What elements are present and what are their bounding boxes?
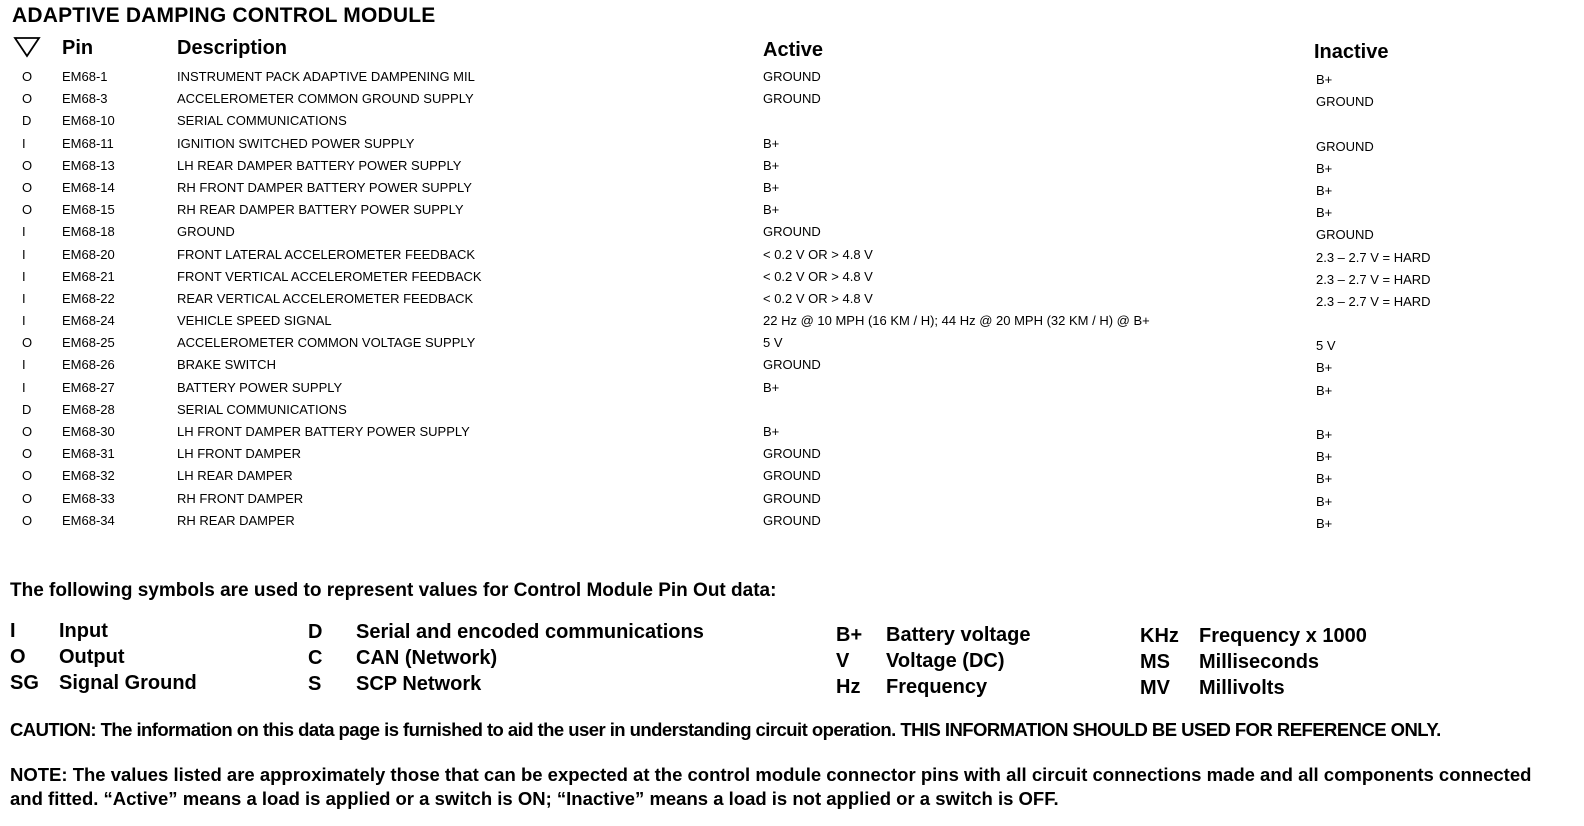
pin-cell: EM68-10 — [62, 113, 115, 129]
table-row — [0, 201, 1584, 223]
active-value-cell: B+ — [763, 157, 780, 173]
inactive-value-cell: B+ — [1316, 382, 1333, 398]
pin-cell: EM68-28 — [62, 401, 115, 417]
legend-meaning: Input — [59, 620, 108, 642]
description-cell: RH FRONT DAMPER BATTERY POWER SUPPLY — [177, 179, 472, 195]
table-row — [0, 512, 1584, 534]
legend-symbol: S — [308, 673, 322, 695]
pin-cell: EM68-11 — [62, 135, 114, 151]
description-cell: FRONT VERTICAL ACCELEROMETER FEEDBACK — [177, 268, 482, 284]
legend-meaning: CAN (Network) — [356, 647, 498, 669]
legend-meaning: Serial and encoded communications — [356, 621, 704, 643]
legend-symbol: V — [836, 650, 850, 672]
inactive-value-cell: B+ — [1316, 72, 1333, 87]
page-title: ADAPTIVE DAMPING CONTROL MODULE — [12, 4, 436, 27]
legend-item — [308, 647, 808, 673]
active-value-cell: < 0.2 V OR > 4.8 V — [763, 290, 873, 306]
description-cell: RH FRONT DAMPER — [177, 490, 304, 506]
inactive-value-cell: GROUND — [1316, 227, 1374, 243]
legend-symbol: C — [308, 647, 323, 669]
legend-column-3 — [836, 624, 1116, 704]
legend-item — [836, 676, 1116, 702]
inactive-value-cell: B+ — [1316, 449, 1333, 465]
legend-intro: The following symbols are used to represent values for Control Module Pin Out data: — [10, 580, 777, 601]
legend-item — [308, 673, 808, 699]
io-type-cell: I — [22, 224, 26, 240]
legend-symbol: KHz — [1140, 625, 1179, 647]
table-row — [0, 90, 1584, 112]
io-type-cell: I — [22, 135, 26, 151]
legend-meaning: Milliseconds — [1199, 651, 1320, 673]
table-row — [0, 135, 1584, 157]
description-cell: ACCELEROMETER COMMON VOLTAGE SUPPLY — [177, 335, 476, 351]
legend-item — [10, 646, 300, 672]
legend-column-1 — [10, 620, 300, 700]
table-row — [0, 112, 1584, 134]
legend-meaning: Output — [59, 646, 125, 668]
io-type-cell: O — [22, 512, 33, 528]
legend-meaning: Frequency — [886, 676, 988, 698]
inactive-value-cell: B+ — [1316, 471, 1333, 487]
description-cell: RH REAR DAMPER — [177, 512, 295, 528]
active-value-cell: B+ — [763, 135, 780, 151]
io-type-cell: I — [22, 357, 26, 373]
inactive-value-cell: B+ — [1316, 182, 1333, 198]
table-row — [0, 68, 1584, 90]
legend-meaning: Voltage (DC) — [886, 650, 1005, 672]
pin-cell: EM68-21 — [62, 268, 115, 284]
table-row — [0, 157, 1584, 179]
legend-symbol: MS — [1140, 651, 1170, 673]
inactive-value-cell: GROUND — [1316, 94, 1374, 110]
io-type-cell: I — [22, 268, 26, 284]
active-value-cell: B+ — [763, 202, 780, 218]
pin-cell: EM68-26 — [62, 357, 115, 373]
io-type-cell: D — [22, 401, 32, 417]
io-type-cell: I — [22, 379, 26, 395]
description-cell: BATTERY POWER SUPPLY — [177, 379, 343, 395]
description-cell: LH FRONT DAMPER BATTERY POWER SUPPLY — [177, 424, 470, 439]
legend-symbol: O — [10, 646, 26, 668]
legend-symbol: D — [308, 621, 323, 643]
active-value-cell: GROUND — [763, 69, 821, 84]
inactive-value-cell: B+ — [1316, 427, 1333, 442]
description-cell: INSTRUMENT PACK ADAPTIVE DAMPENING MIL — [177, 69, 475, 84]
active-value-cell: B+ — [763, 179, 780, 195]
pin-cell: EM68-33 — [62, 490, 115, 506]
pin-cell: EM68-30 — [62, 424, 115, 439]
active-value-cell: 5 V — [763, 335, 783, 351]
io-type-cell: O — [22, 157, 33, 173]
io-type-cell: O — [22, 91, 33, 107]
legend-meaning: Signal Ground — [59, 672, 197, 694]
legend-item — [1140, 677, 1440, 703]
header-active: Active — [763, 39, 824, 61]
legend-column-2 — [308, 621, 808, 701]
active-value-cell: GROUND — [763, 91, 821, 107]
table-row — [0, 445, 1584, 467]
pin-cell: EM68-15 — [62, 202, 115, 218]
pin-cell: EM68-27 — [62, 379, 115, 395]
active-value-cell: GROUND — [763, 357, 821, 373]
table-row — [0, 379, 1584, 401]
inactive-value-cell: B+ — [1316, 493, 1333, 509]
description-cell: RH REAR DAMPER BATTERY POWER SUPPLY — [177, 202, 464, 218]
io-type-cell: O — [22, 468, 33, 484]
table-row — [0, 268, 1584, 290]
description-cell: LH FRONT DAMPER — [177, 446, 301, 462]
caution-text: CAUTION: The information on this data page is furnished to aid the user in understanding circuit operation. THIS INFORMATION SHOULD BE USED FOR REFERENCE ONLY. — [10, 719, 1441, 740]
header-pin: Pin — [62, 37, 94, 59]
legend-symbol: I — [10, 620, 16, 642]
io-type-cell: O — [22, 424, 33, 439]
header-description: Description — [177, 37, 288, 59]
legend-item — [1140, 625, 1440, 651]
active-value-cell: GROUND — [763, 512, 821, 528]
legend-item — [836, 650, 1116, 676]
legend-item — [836, 624, 1116, 650]
pin-cell: EM68-13 — [62, 157, 115, 173]
io-type-cell: O — [22, 446, 33, 462]
legend-meaning: Battery voltage — [886, 624, 1031, 646]
legend-symbol: Hz — [836, 676, 861, 698]
pin-cell: EM68-31 — [62, 446, 115, 462]
pin-cell: EM68-14 — [62, 179, 115, 195]
description-cell: BRAKE SWITCH — [177, 357, 276, 373]
io-type-cell: I — [22, 246, 26, 262]
pin-cell: EM68-3 — [62, 91, 108, 107]
active-value-cell: < 0.2 V OR > 4.8 V — [763, 246, 873, 262]
io-type-cell: O — [22, 179, 33, 195]
table-row — [0, 246, 1584, 268]
pin-cell: EM68-22 — [62, 290, 115, 306]
legend-meaning: Millivolts — [1199, 677, 1285, 699]
io-type-cell: O — [22, 202, 33, 218]
active-value-cell: < 0.2 V OR > 4.8 V — [763, 268, 873, 284]
pin-cell: EM68-20 — [62, 246, 115, 262]
io-type-cell: O — [22, 335, 33, 351]
io-type-cell: O — [22, 69, 33, 84]
active-value-cell: GROUND — [763, 468, 821, 484]
pin-cell: EM68-18 — [62, 224, 115, 240]
active-value-cell: GROUND — [763, 446, 821, 462]
io-type-cell: I — [22, 313, 26, 329]
inactive-value-cell: B+ — [1316, 205, 1333, 221]
down-triangle-icon — [13, 36, 41, 58]
table-row — [0, 490, 1584, 512]
pin-cell: EM68-34 — [62, 512, 115, 528]
legend-column-4 — [1140, 625, 1440, 705]
description-cell: GROUND — [177, 224, 235, 240]
active-value-cell: GROUND — [763, 490, 821, 506]
legend-meaning: SCP Network — [356, 673, 482, 695]
active-value-cell: B+ — [763, 424, 780, 439]
legend-item — [10, 620, 300, 646]
io-type-cell: D — [22, 113, 32, 129]
inactive-value-cell: B+ — [1316, 515, 1333, 531]
table-row — [0, 312, 1584, 334]
table-row — [0, 401, 1584, 423]
pin-cell: EM68-24 — [62, 313, 115, 329]
inactive-value-cell: 2.3 – 2.7 V = HARD — [1316, 271, 1431, 287]
legend-item — [308, 621, 808, 647]
table-row — [0, 290, 1584, 312]
legend-symbol: SG — [10, 672, 39, 694]
table-row — [0, 467, 1584, 489]
description-cell: IGNITION SWITCHED POWER SUPPLY — [177, 135, 415, 151]
legend-symbol: B+ — [836, 624, 863, 646]
pin-cell: EM68-32 — [62, 468, 115, 484]
description-cell: VEHICLE SPEED SIGNAL — [177, 313, 332, 329]
table-row — [0, 423, 1584, 445]
description-cell: ACCELEROMETER COMMON GROUND SUPPLY — [177, 91, 474, 107]
io-type-cell: O — [22, 490, 33, 506]
active-value-cell: B+ — [763, 379, 780, 395]
inactive-value-cell: GROUND — [1316, 138, 1374, 154]
inactive-value-cell: 5 V — [1316, 338, 1336, 354]
inactive-value-cell: 2.3 – 2.7 V = HARD — [1316, 249, 1431, 265]
description-cell: REAR VERTICAL ACCELEROMETER FEEDBACK — [177, 290, 474, 306]
legend-meaning: Frequency x 1000 — [1199, 625, 1367, 647]
legend-symbol: MV — [1140, 677, 1170, 699]
legend-item — [1140, 651, 1440, 677]
active-value-cell: 22 Hz @ 10 MPH (16 KM / H); 44 Hz @ 20 MPH (32 KM / H) @ B+ — [763, 313, 1150, 329]
description-cell: LH REAR DAMPER BATTERY POWER SUPPLY — [177, 157, 462, 173]
inactive-value-cell: B+ — [1316, 160, 1333, 176]
table-row — [0, 179, 1584, 201]
table-row — [0, 223, 1584, 245]
pin-cell: EM68-1 — [62, 69, 108, 84]
pin-cell: EM68-25 — [62, 335, 115, 351]
note-text: NOTE: The values listed are approximately those that can be expected at the control module connector pins with all circuit connections made and all components connected and fitted. “Active” means a load is applied or a switch is ON; “Inactive” means a load is not applied or a switch is OFF. — [10, 764, 1532, 809]
inactive-value-cell: B+ — [1316, 360, 1333, 376]
header-inactive: Inactive — [1314, 41, 1389, 63]
table-row — [0, 356, 1584, 378]
table-row — [0, 334, 1584, 356]
description-cell: SERIAL COMMUNICATIONS — [177, 401, 347, 417]
legend-item — [10, 672, 300, 698]
active-value-cell: GROUND — [763, 224, 821, 240]
description-cell: SERIAL COMMUNICATIONS — [177, 113, 347, 129]
description-cell: FRONT LATERAL ACCELEROMETER FEEDBACK — [177, 246, 476, 262]
description-cell: LH REAR DAMPER — [177, 468, 293, 484]
io-type-cell: I — [22, 290, 26, 306]
pin-table — [0, 68, 1584, 534]
inactive-value-cell: 2.3 – 2.7 V = HARD — [1316, 293, 1431, 309]
